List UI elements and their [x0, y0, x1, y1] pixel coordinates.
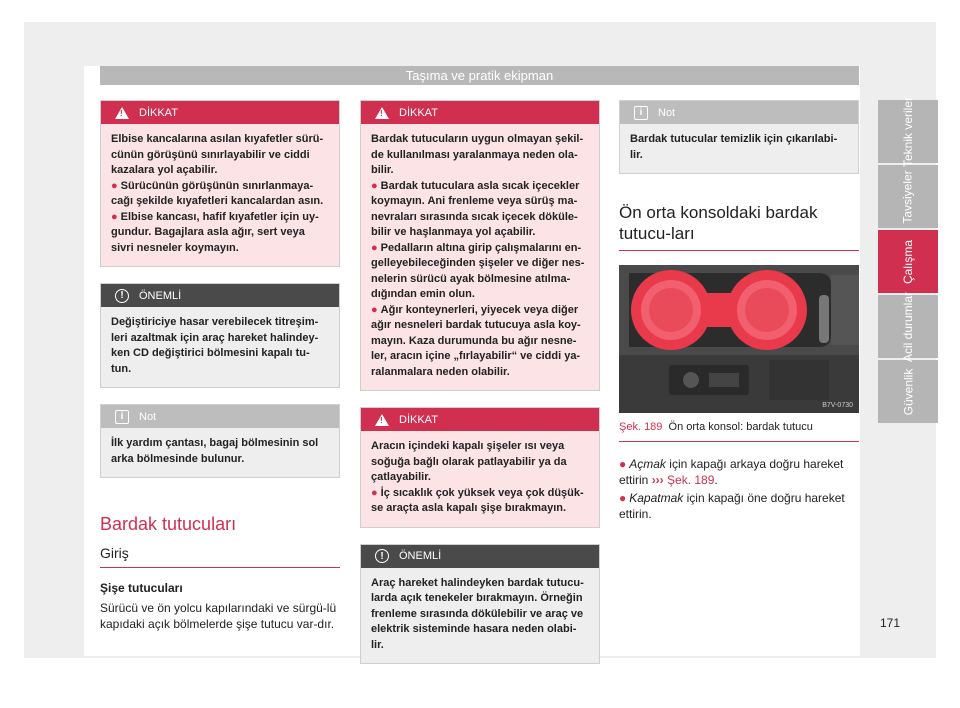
- note-info-icon: i: [634, 106, 648, 120]
- figure-reference-link[interactable]: Şek. 189: [663, 473, 715, 487]
- section-title: Ön orta konsoldaki bardak tutucu-ları: [619, 202, 859, 251]
- important-box-2: [360, 544, 600, 665]
- tab-tavsiyeler[interactable]: Tavsiyeler: [878, 165, 938, 228]
- warning-intro: Bardak tutucuların uygun olmayan şekil-de kullanılması yaralanmaya neden ola-bilir.: [371, 133, 584, 176]
- warning-intro: Elbise kancalarına asılan kıyafetler sürü-cünün görüşünü sınırlayabilir ve ciddi kazalara yol açabilir.: [111, 133, 324, 176]
- bullet-icon: ●: [111, 179, 118, 192]
- warning-title: DİKKAT: [399, 106, 438, 119]
- warning-bullet: ● Bardak tutuculara asla sıcak içecekler koymayın. Ani frenleme veya sürüş ma-nevraları sırasında sıcak içecek döküle-bilir ve haşlanmaya yol açabilir.: [371, 179, 580, 238]
- warning-triangle-icon: [375, 106, 389, 120]
- info-circle-icon: !: [115, 289, 129, 303]
- warning-title: DİKKAT: [139, 106, 178, 119]
- tab-teknik-veriler[interactable]: Teknik veriler: [878, 100, 938, 163]
- important-box-1: [100, 283, 340, 388]
- instruction-bullet-2: ● Kapatmak için kapağı öne doğru hareket ettirin.: [619, 491, 845, 521]
- reference-arrow: ›››: [651, 473, 664, 487]
- tab-calisma[interactable]: Çalışma: [878, 230, 938, 293]
- section-title: Bardak tutucuları: [100, 514, 237, 534]
- important-title: ÖNEMLİ: [139, 289, 182, 302]
- important-text: Araç hareket halindeyken bardak tutucu-larda açık tenekeler bırakmayın. Örneğin frenleme sırasında dökülebilir ve araç ve elektrik sisteminde hasara neden olabi-lir.: [371, 576, 584, 651]
- figure-caption: Ön orta konsol: bardak tutucu: [668, 421, 813, 433]
- important-text: Değiştiriciye hasar verebilecek titreşim-leri azaltmak için araç hareket halindey-ken CD değiştirici bölmesini kapalı tu-tun.: [111, 316, 319, 375]
- bullet-icon: ●: [371, 179, 378, 192]
- tab-guvenlik[interactable]: Güvenlik: [878, 360, 938, 423]
- bullet-icon: ●: [371, 303, 378, 316]
- bullet-icon: ●: [619, 457, 627, 471]
- warning-triangle-icon: [375, 413, 389, 427]
- note-box-2: [619, 100, 859, 174]
- bullet-icon: ●: [111, 210, 118, 223]
- paragraph-heading: Şişe tutucuları: [100, 581, 183, 595]
- note-info-icon: i: [115, 410, 129, 424]
- warning-bullet: ● Pedalların altına girip çalışmalarını en-gelleyebileceğinden şişeler ve diğer nes-nelerin sürücü ayak bölmesine atılma-dığından emin olun.: [371, 241, 585, 300]
- instruction-bullet-1: ● Açmak için kapağı arkaya doğru hareket ettirin ››› Şek. 189.: [619, 457, 844, 487]
- warning-intro: Aracın içindeki kapalı şişeler ısı veya soğuğa bağlı olarak patlayabilir ya da çatlayabilir.: [371, 440, 567, 483]
- warning-bullet: ● Ağır konteynerleri, yiyecek veya diğer ağır nesneleri bardak tutucuya asla koy-mayın. Kaza durumunda bu ağır nesne-ler, aracın içine „fırlayabilir“ ve ciddi ya-ralanmalara neden olabilir.: [371, 303, 581, 378]
- info-circle-icon: !: [375, 549, 389, 563]
- note-title: Not: [658, 106, 676, 119]
- warning-bullet: ● Sürücünün görüşünün sınırlanmaya-cağı şekilde kıyafetleri kancalardan asın.: [111, 179, 324, 207]
- figure-label: Şek. 189: [619, 421, 663, 433]
- bullet-icon: ●: [371, 486, 378, 499]
- warning-box-2: [360, 100, 600, 391]
- note-text: İlk yardım çantası, bagaj bölmesinin sol arka bölmesinde bulunur.: [111, 437, 319, 465]
- page-number: 171: [880, 616, 901, 630]
- column-3: [619, 100, 859, 522]
- note-title: Not: [139, 410, 157, 423]
- figure-code: B7V-0730: [822, 402, 853, 409]
- warning-bullet: ● Elbise kancası, hafif kıyafetler için uy-gundur. Bagajlara asla ağır, sert veya sivri nesneler koymayın.: [111, 210, 319, 254]
- cupholder-illustration: [619, 265, 859, 413]
- column-2: [360, 100, 600, 664]
- warning-box-3: [360, 407, 600, 528]
- note-text: Bardak tutucular temizlik için çıkarılabi-lir.: [630, 133, 838, 161]
- bullet-icon: ●: [619, 491, 627, 505]
- chapter-tabs: [878, 96, 938, 425]
- warning-box-1: [100, 100, 340, 267]
- warning-title: DİKKAT: [399, 413, 438, 426]
- subsection-title: Giriş: [100, 545, 340, 568]
- note-box-1: [100, 404, 340, 478]
- tab-acil-durumlar[interactable]: Acil durumlar: [878, 295, 938, 358]
- column-1: [100, 100, 340, 632]
- page-header: Taşıma ve pratik ekipman: [100, 66, 859, 85]
- warning-triangle-icon: [115, 106, 129, 120]
- important-title: ÖNEMLİ: [399, 550, 442, 562]
- bullet-icon: ●: [371, 241, 378, 254]
- paragraph-text: Sürücü ve ön yolcu kapılarındaki ve sürgü-lü kapıdaki açık bölmelerde şişe tutucu var-dır.: [100, 601, 337, 631]
- warning-bullet: ● İç sıcaklık çok yüksek veya çok düşük-se araçta asla kapalı şişe bırakmayın.: [371, 486, 584, 514]
- figure-cupholder: [619, 265, 859, 413]
